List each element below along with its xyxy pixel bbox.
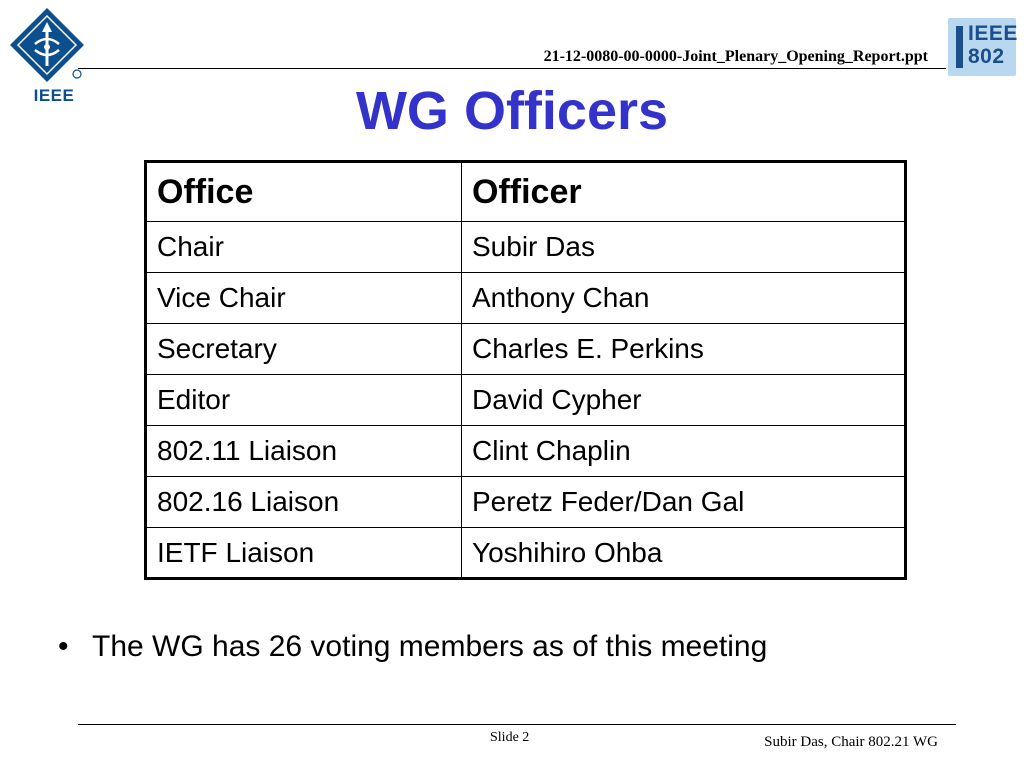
ieee-802-logo — [948, 18, 1016, 76]
table-row — [146, 273, 906, 324]
ieee-logo-text: IEEE — [33, 86, 75, 105]
table-row — [146, 324, 906, 375]
office-cell: Chair — [146, 222, 462, 273]
table-row — [146, 375, 906, 426]
officer-cell: David Cypher — [462, 375, 906, 426]
header-divider — [78, 68, 946, 69]
ieee-802-bar-icon — [956, 26, 963, 68]
officer-cell: Anthony Chan — [462, 273, 906, 324]
office-cell: Secretary — [146, 324, 462, 375]
officer-cell: Yoshihiro Ohba — [462, 528, 906, 579]
table-row — [146, 222, 906, 273]
officers-table — [144, 160, 907, 580]
slide-number: Slide 2 — [490, 730, 530, 745]
office-cell: 802.16 Liaison — [146, 477, 462, 528]
office-cell: Editor — [146, 375, 462, 426]
ieee-802-logo-top-text: IEEE — [968, 22, 1018, 45]
table-row — [146, 528, 906, 579]
bullet-text: The WG has 26 voting members as of this meeting — [92, 630, 768, 663]
footer-divider — [78, 724, 956, 725]
table-header-row — [146, 162, 906, 222]
table-row — [146, 477, 906, 528]
office-cell: IETF Liaison — [146, 528, 462, 579]
officer-cell: Subir Das — [462, 222, 906, 273]
ieee-802-logo-bottom-text: 802 — [968, 45, 1005, 68]
officer-cell: Clint Chaplin — [462, 426, 906, 477]
bullet-item — [58, 630, 767, 664]
column-header-office: Office — [146, 162, 462, 222]
office-cell: Vice Chair — [146, 273, 462, 324]
officer-cell: Peretz Feder/Dan Gal — [462, 477, 906, 528]
document-name: 21-12-0080-00-0000-Joint_Plenary_Opening_Report.ppt — [543, 48, 928, 65]
slide-title: WG Officers — [355, 81, 669, 141]
bullet-marker: • — [58, 630, 69, 663]
ieee-diamond-icon — [8, 6, 86, 86]
column-header-officer: Officer — [462, 162, 906, 222]
table-row — [146, 426, 906, 477]
office-cell: 802.11 Liaison — [146, 426, 462, 477]
officer-cell: Charles E. Perkins — [462, 324, 906, 375]
footer-author: Subir Das, Chair 802.21 WG — [764, 734, 938, 750]
